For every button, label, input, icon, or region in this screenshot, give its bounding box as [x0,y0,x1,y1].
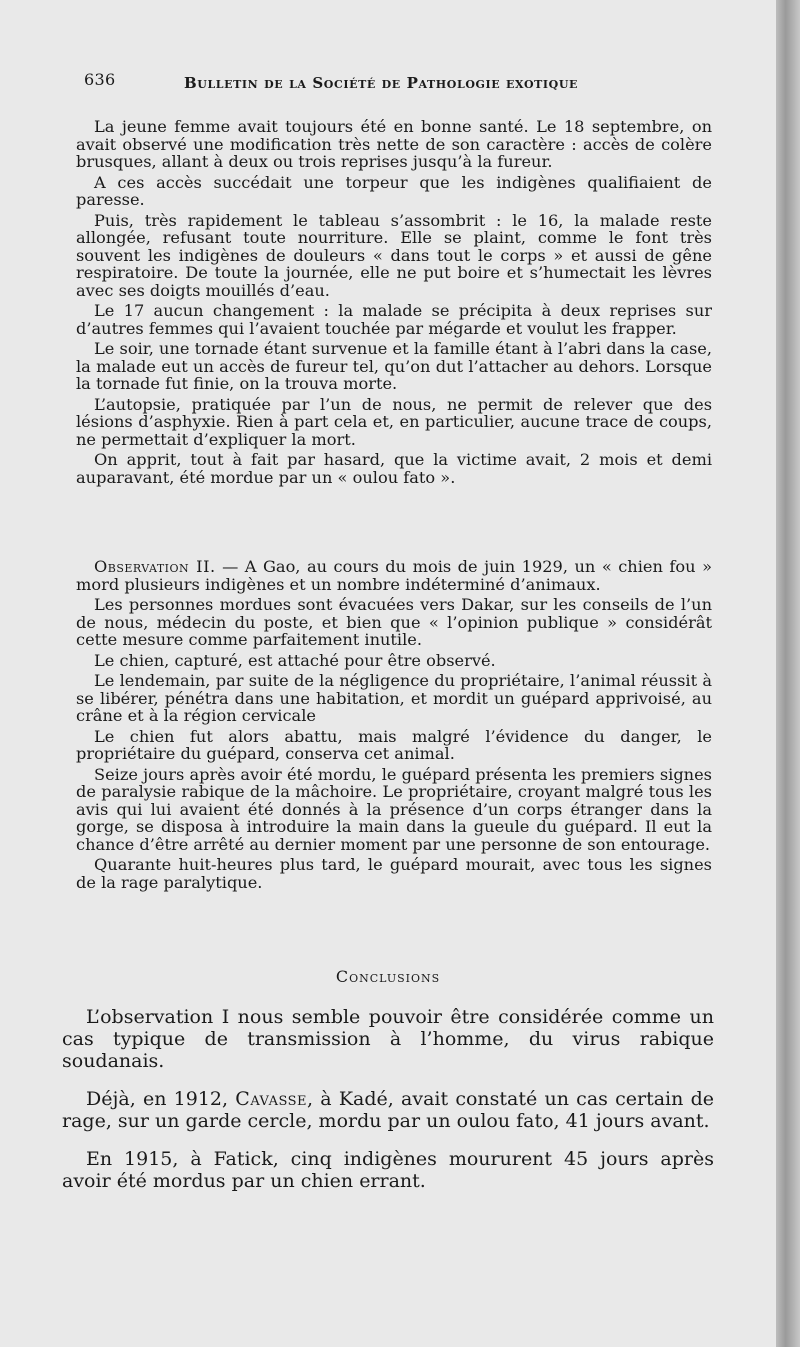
observation-label: Observation II. [94,557,216,576]
observation-1-text [76,118,712,489]
paragraph: On apprit, tout à fait par hasard, que la victime avait, 2 mois et demi auparavant, été mordue par un « oulou fato ». [76,450,712,487]
paragraph: L’autopsie, pratiquée par l’un de nous, ne permit de relever que des lésions d’asphyxie. Rien à part cela et, en particulier, aucune trace de coups, ne permettait d’expliquer la mort. [76,394,712,449]
paragraph [76,558,712,593]
author-name: Cavasse [235,1088,308,1110]
paragraph: L’observation I nous semble pouvoir être considérée comme un cas typique de transmission à l’homme, du virus rabique soudanais. [62,1006,714,1072]
paragraph: Le 17 aucun changement : la malade se précipita à deux reprises sur d’autres femmes qui l’avaient touchée par mégarde et voulut les frapper. [76,301,712,338]
paragraph: Le chien, capturé, est attaché pour être observé. [94,650,496,670]
paragraph [62,1088,714,1132]
paragraph-text: Déjà, en 1912, [86,1088,236,1110]
paragraph-text: — A Gao, au cours du mois de juin 1929, un « chien fou » mord plusieurs indigènes et un nombre indéterminé d’animaux. [76,557,712,594]
paragraph: Les personnes mordues sont évacuées vers Dakar, sur les conseils de l’un de nous, médecin du poste, et bien que « l’opinion publique » considérât cette mesure comme parfaitement inutile. [76,595,712,649]
observation-2-text [76,558,712,894]
paragraph: A ces accès succédait une torpeur que les indigènes qualifiaient de paresse. [76,172,712,209]
paragraph: Quarante huit-heures plus tard, le guépard mourait, avec tous les signes de la rage paralytique. [76,855,712,892]
paragraph: Puis, très rapidement le tableau s’assombrit : le 16, la malade reste allongée, refusant toute nourriture. Elle se plaint, comme le font très souvent les indigènes de douleurs « dans tout le corps » et aussi de gêne respiratoire. De toute la journée, elle ne put boire et s’humectait les lèvres avec ses doigts mouillés d’eau. [76,210,712,300]
paragraph: Seize jours après avoir été mordu, le guépard présenta les premiers signes de paralysie rabique de la mâchoire. Le propriétaire, croyant malgré tous les avis qui lui avaient été donnés à la présence d’un corps étranger dans la gorge, se disposa à introduire la main dans la gueule du guépard. Il eut la chance d’être arrêté au dernier moment par une personne de son entourage. [76,764,712,854]
section-heading: Conclusions [335,967,441,986]
journal-title: Bulletin de la Société de Pathologie exotique [184,74,579,92]
paragraph: Le lendemain, par suite de la négligence du propriétaire, l’animal réussit à se libérer, pénétra dans une habitation, et mordit un guépard apprivoisé, au crâne et à la région cervicale [76,671,712,725]
running-header [84,70,714,100]
paragraph: Le soir, une tornade étant survenue et la famille étant à l’abri dans la case, la malade eut un accès de fureur tel, qu’on dut l’attacher au dehors. Lorsque la tornade fut finie, on la trouva morte. [76,339,712,393]
paragraph: La jeune femme avait toujours été en bonne santé. Le 18 septembre, on avait observé une modification très nette de son caractère : accès de colère brusques, allant à deux ou trois reprises jusqu’à la fureur. [76,117,712,171]
page-edge [776,0,800,1347]
paragraph-text: , à Kadé, avait constaté un cas certain de rage, sur un garde cercle, mordu par un oulou fato, 41 jours avant. [62,1088,714,1132]
page-number: 636 [84,70,116,89]
conclusions-text [62,1006,714,1208]
paragraph: En 1915, à Fatick, cinq indigènes moururent 45 jours après avoir été mordus par un chien errant. [62,1148,714,1192]
paragraph: Le chien fut alors abattu, mais malgré l’évidence du danger, le propriétaire du guépard, conserva cet animal. [76,726,712,763]
